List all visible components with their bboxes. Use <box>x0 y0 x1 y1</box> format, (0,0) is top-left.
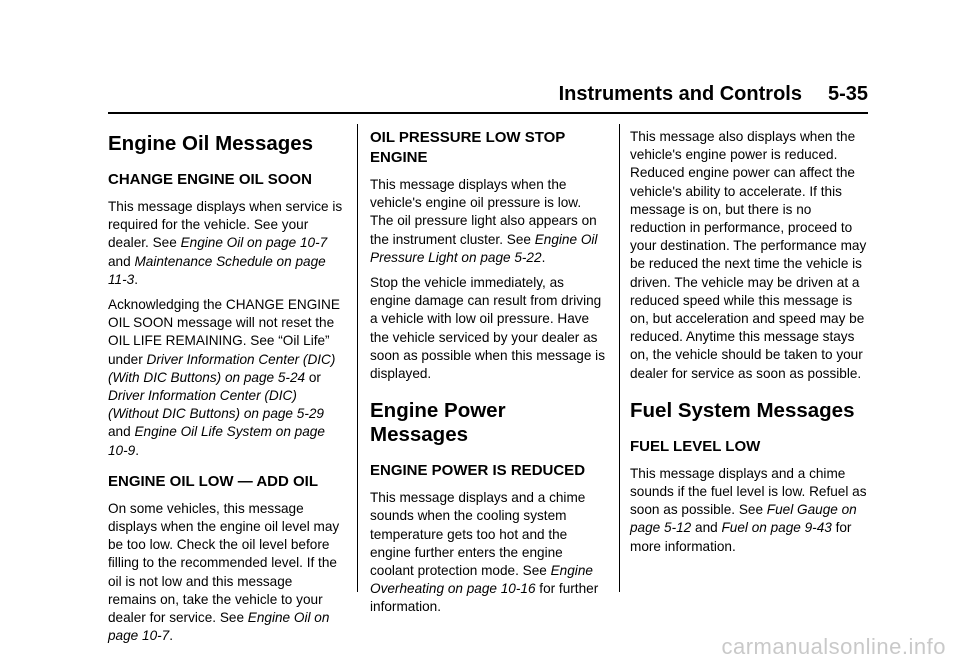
text: This message displays and a chime sounds if the fuel level is low. Refuel as soon as possible. See <box>630 465 867 518</box>
subheading-oil-pressure-low: OIL PRESSURE LOW STOP ENGINE <box>370 129 566 166</box>
text: for more information. <box>630 520 852 554</box>
text: . <box>541 249 546 265</box>
text: and <box>691 520 722 536</box>
paragraph: Stop the vehicle immediately, as engine damage can result from driving a vehicle with low oil pressure. Have the vehicle serviced by your dealer as soon as possible when this message is displayed. <box>370 275 605 382</box>
text: On some vehicles, this message displays when the engine oil level may be too low. Check the oil level before filling to the recommended level. If the oil is not low and this message remains on, take the vehicle to your dealer for service. See <box>108 500 340 626</box>
heading-engine-oil-messages: Engine Oil Messages <box>108 132 314 155</box>
text: This message displays when service is required for the vehicle. See your dealer. See <box>108 199 343 251</box>
column-2 <box>370 128 606 624</box>
cross-reference-link[interactable]: Fuel Gauge on page 5-12 <box>630 502 857 536</box>
cross-reference-link[interactable]: Engine Overheating on page 10-16 <box>370 563 593 597</box>
text: and <box>108 253 135 269</box>
subheading-engine-oil-low: ENGINE OIL LOW — ADD OIL <box>108 472 318 490</box>
cross-reference-link[interactable]: Engine Oil Pressure Light on page 5-22 <box>370 231 598 265</box>
paragraph <box>630 465 870 556</box>
column-3 <box>630 128 870 563</box>
text: This message displays when the vehicle's engine oil pressure is low. The oil pressure light also appears on the instrument cluster. See <box>370 177 597 247</box>
cross-reference-link[interactable]: Engine Oil Life System on page 10-9 <box>108 424 325 458</box>
watermark: carmanualsonline.info <box>721 634 946 659</box>
cross-reference-link[interactable]: Engine Oil on page 10-7 <box>180 235 328 251</box>
heading-fuel-system-messages: Fuel System Messages <box>630 398 855 422</box>
page-header <box>559 83 868 106</box>
column-divider-2 <box>619 124 620 592</box>
cross-reference-link[interactable]: Driver Information Center (DIC) (Without DIC Buttons) on page 5-29 <box>108 388 324 422</box>
subheading-engine-power-reduced: ENGINE POWER IS REDUCED <box>370 462 586 480</box>
subheading-fuel-level-low: FUEL LEVEL LOW <box>630 437 761 455</box>
heading-engine-power-messages: Engine Power Messages <box>370 399 506 447</box>
column-1 <box>108 128 344 652</box>
cross-reference-link[interactable]: Fuel on page 9-43 <box>721 520 832 536</box>
page-number: 5-35 <box>827 83 868 105</box>
text: Acknowledging the CHANGE ENGINE OIL SOON message will not reset the OIL LIFE REMAINING. See “Oil Life” under <box>108 297 340 367</box>
paragraph <box>370 176 606 267</box>
text: . <box>135 442 139 458</box>
paragraph: This message also displays when the vehicle's engine power is reduced. Reduced engine power can affect the vehicle's ability to accelerate. If this message is on, but there is no reduction in performance, proceed to your destination. The performance may be reduced the next time the vehicle is driven. The vehicle may be driven at a reduced speed while this message is on, but acceleration and speed may be reduced. Anytime this message stays on, the vehicle should be taken to your dealer for service as soon as possible. <box>630 129 867 381</box>
paragraph <box>370 489 606 616</box>
paragraph <box>108 296 344 460</box>
header-rule <box>108 112 868 114</box>
cross-reference-link[interactable]: Maintenance Schedule on page 11-3 <box>108 253 326 287</box>
cross-reference-link[interactable]: Engine Oil on page 10-7 <box>108 610 330 644</box>
text: . <box>134 271 138 287</box>
cross-reference-link[interactable]: Driver Information Center (DIC) (With DIC Buttons) on page 5-24 <box>108 351 336 385</box>
subheading-change-engine-oil-soon: CHANGE ENGINE OIL SOON <box>108 171 312 188</box>
paragraph <box>108 500 344 646</box>
section-title: Instruments and Controls <box>558 83 802 105</box>
column-divider-1 <box>357 124 358 592</box>
text: and <box>108 424 135 440</box>
text: . <box>169 628 174 644</box>
paragraph <box>108 198 344 289</box>
text: This message displays and a chime sounds when the cooling system temperature gets too hot and the engine further enters the engine coolant protection mode. See <box>370 490 586 579</box>
text: or <box>305 369 321 385</box>
text: for further information. <box>370 581 599 615</box>
